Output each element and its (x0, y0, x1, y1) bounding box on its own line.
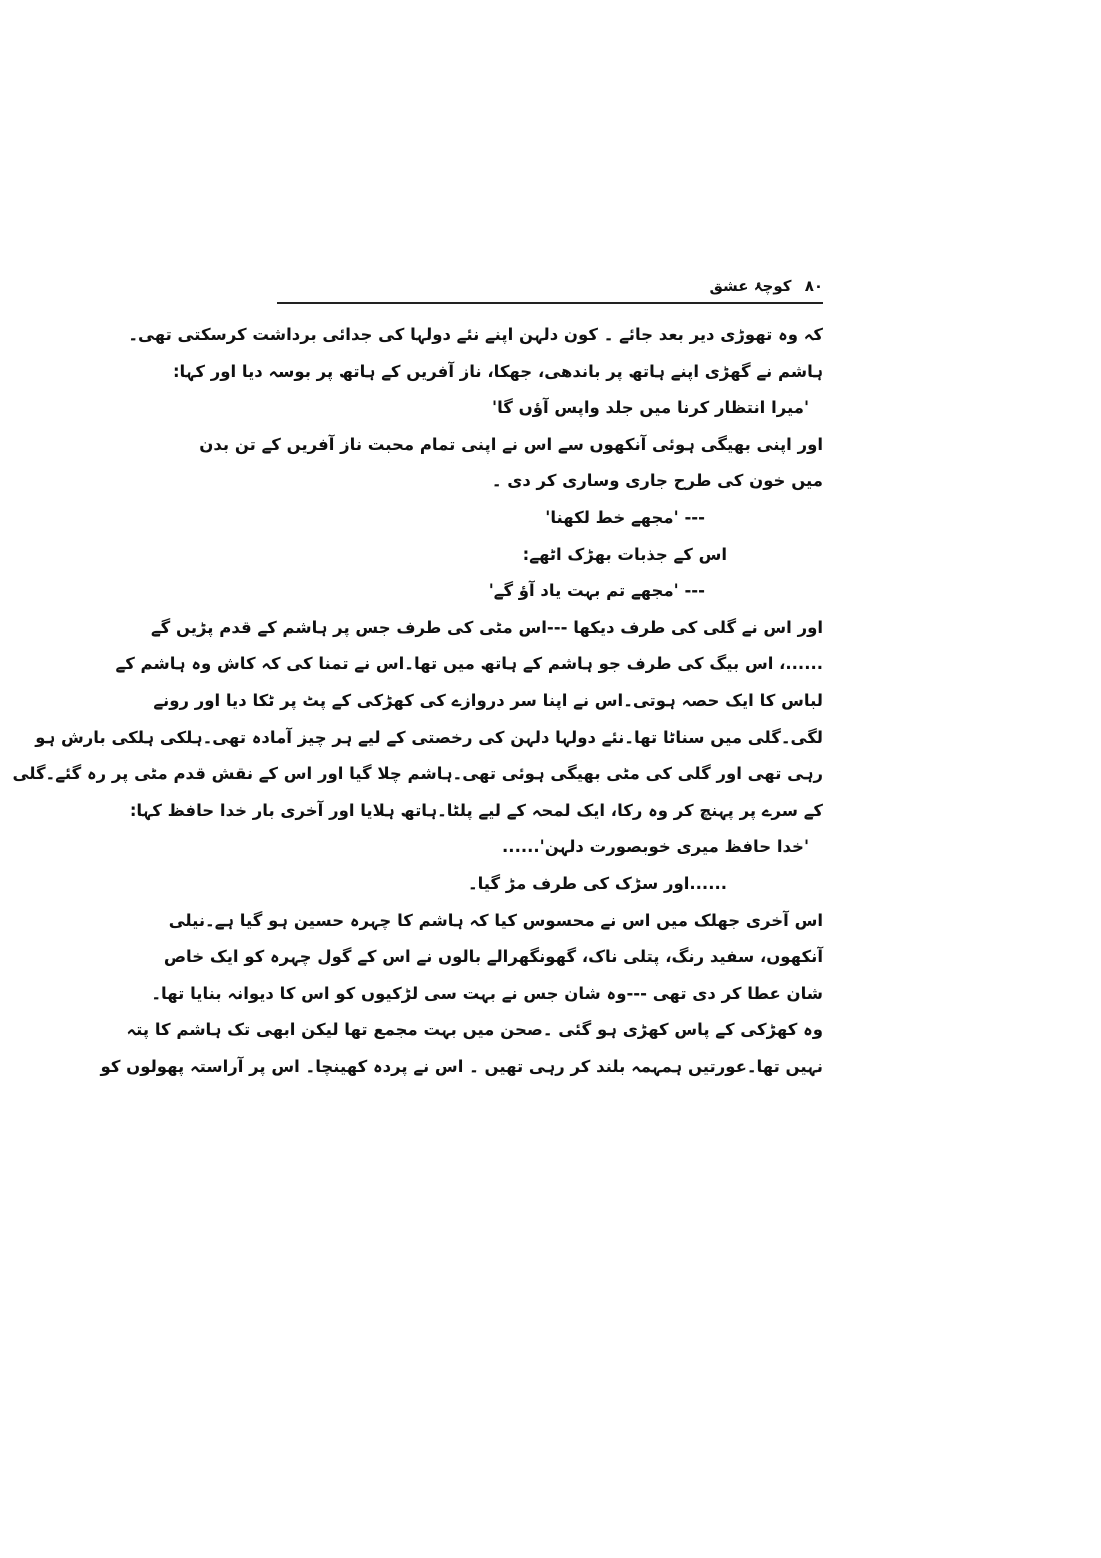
header-divider (277, 302, 823, 304)
book-title: کوچۂ عشق (709, 277, 792, 295)
text-line: وہ کھڑکی کے پاس کھڑی ہو گئی ۔صحن میں بہت مجمع تھا لیکن ابھی تک ہاشم کا پتہ (126, 1020, 823, 1040)
text-line: اس آخری جھلک میں اس نے محسوس کیا کہ ہاشم کا چہرہ حسین ہو گیا ہے۔نیلی (168, 910, 823, 930)
dialogue-line: --- 'مجھے تم بہت یاد آؤ گے' (488, 581, 705, 601)
text-line: ......اور سڑک کی طرف مڑ گیا۔ (467, 873, 727, 893)
quoted-line: 'میرا انتظار کرنا میں جلد واپس آؤں گا' (492, 398, 809, 418)
text-line: اور اس نے گلی کی طرف دیکھا ---اس مٹی کی طرف جس پر ہاشم کے قدم پڑیں گے (150, 617, 823, 637)
text-line: ......، اس بیگ کی طرف جو ہاشم کے ہاتھ میں تھا۔اس نے تمنا کی کہ کاش وہ ہاشم کے (115, 654, 823, 674)
text-line: اور اپنی بھیگی ہوئی آنکھوں سے اس نے اپنی تمام محبت ناز آفریں کے تن بدن (199, 434, 823, 454)
running-header (277, 277, 823, 301)
body-text (12, 317, 823, 1085)
text-line: میں خون کی طرح جاری وساری کر دی ۔ (491, 471, 823, 491)
text-line: رہی تھی اور گلی کی مٹی بھیگی ہوئی تھی۔ہاشم چلا گیا اور اس کے نقش قدم مٹی پر رہ گئے۔گلی (12, 764, 823, 784)
dialogue-line: --- 'مجھے خط لکھنا' (545, 507, 705, 527)
text-line: نہیں تھا۔عورتیں ہمہمہ بلند کر رہی تھیں ۔ اس نے پردہ کھینچا۔ اس پر آراستہ پھولوں کو (100, 1056, 823, 1076)
text-line: اس کے جذبات بھڑک اٹھے: (522, 544, 727, 564)
page-number: ۸۰ (804, 277, 823, 295)
text-line: آنکھوں، سفید رنگ، پتلی ناک، گھونگھرالے بالوں نے اس کے گول چہرہ کو ایک خاص (163, 947, 823, 967)
text-line: لگی۔گلی میں سناٹا تھا۔نئے دولہا دلہن کی رخصتی کے لیے ہر چیز آمادہ تھی۔ہلکی ہلکی بارش ہو (35, 727, 823, 747)
text-line: کہ وہ تھوڑی دیر بعد جائے ۔ کون دلہن اپنے نئے دولہا کی جدائی برداشت کرسکتی تھی۔ (128, 325, 823, 344)
quoted-line: 'خدا حافظ میری خوبصورت دلہن'...... (502, 837, 809, 857)
text-line: ہاشم نے گھڑی اپنے ہاتھ پر باندھی، جھکا، ناز آفریں کے ہاتھ پر بوسہ دیا اور کہا: (172, 361, 823, 381)
text-line: لباس کا ایک حصہ ہوتی۔اس نے اپنا سر دروازے کی کھڑکی کے پٹ پر ٹکا دیا اور رونے (153, 690, 823, 710)
text-line: کے سرے پر پہنچ کر وہ رکا، ایک لمحہ کے لیے پلٹا۔ہاتھ ہلایا اور آخری بار خدا حافظ کہا: (129, 800, 823, 820)
text-line: شان عطا کر دی تھی ---وہ شان جس نے بہت سی لڑکیوں کو اس کا دیوانہ بنایا تھا۔ (151, 983, 823, 1003)
